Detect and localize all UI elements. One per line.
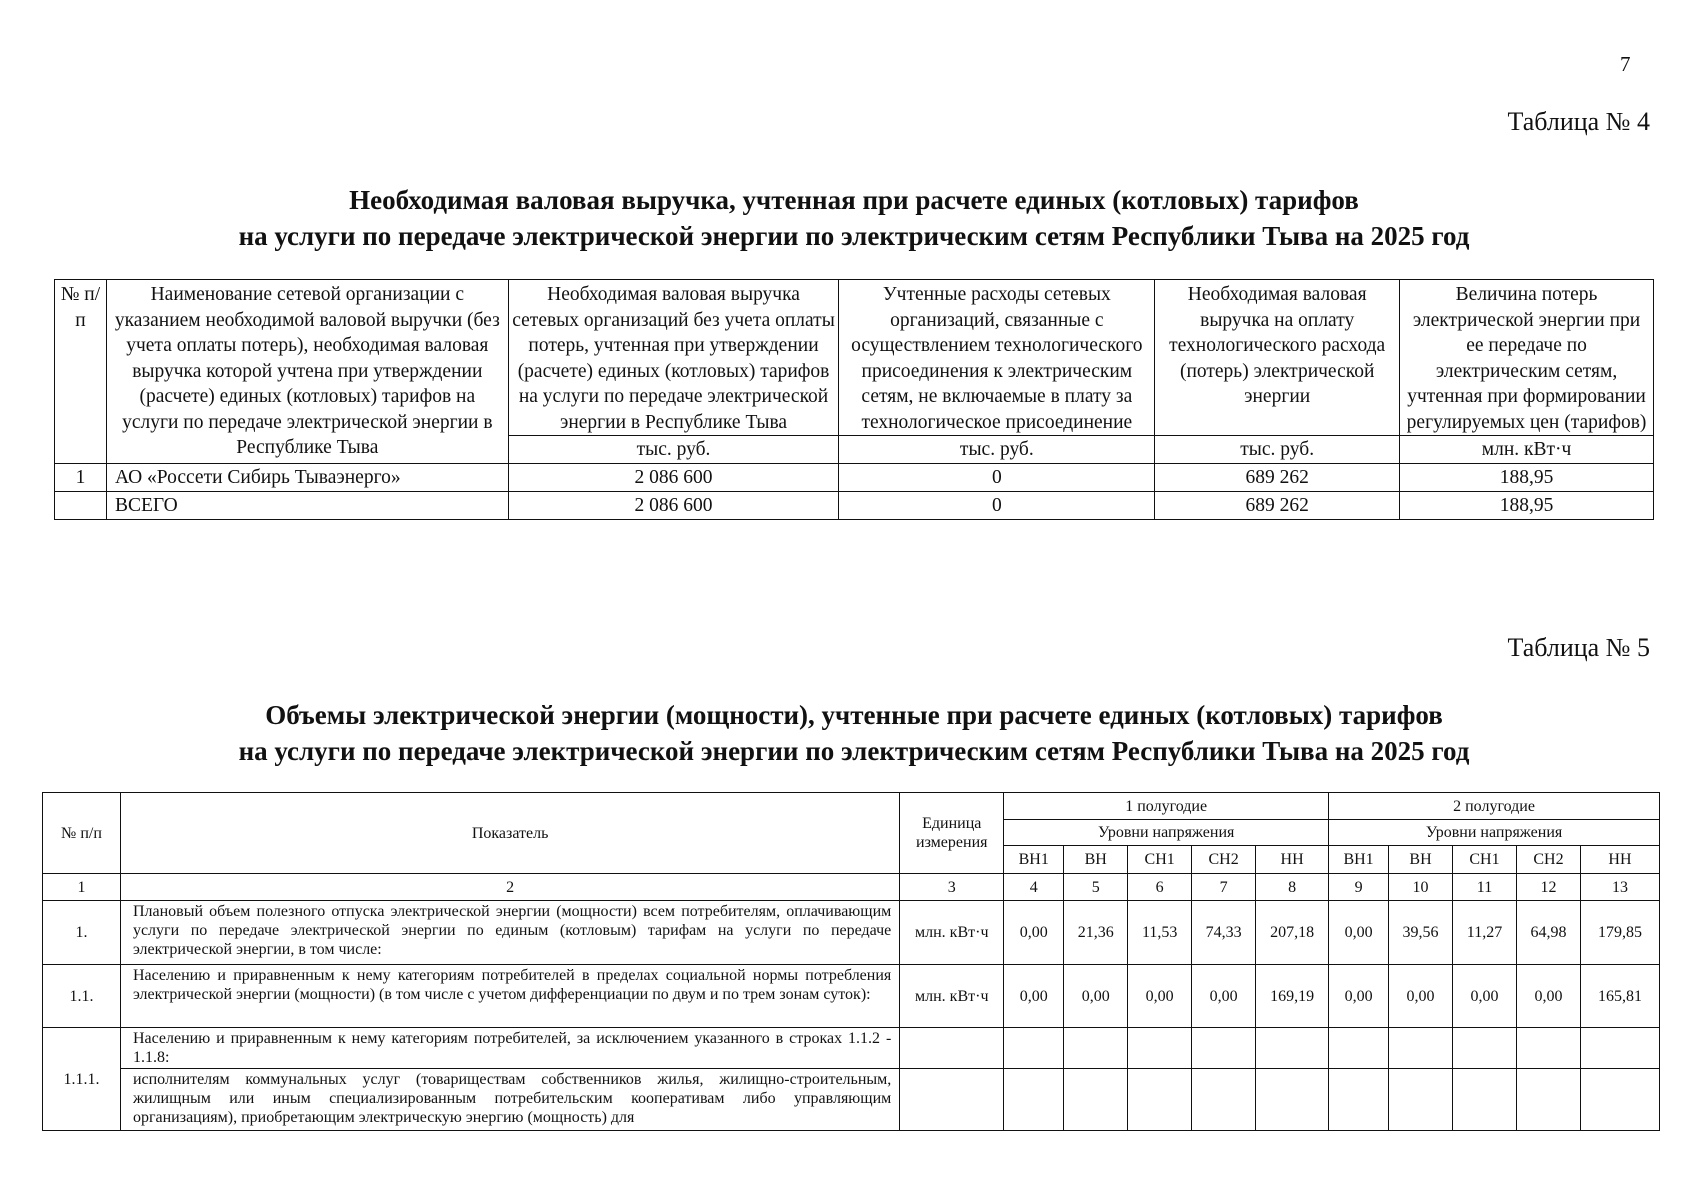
t5-colnum: 6 <box>1128 874 1192 901</box>
t5-value: 0,00 <box>1453 965 1517 1028</box>
t4-cell-losses-payment: 689 262 <box>1155 464 1400 492</box>
t5-header-voltage-levels-2: Уровни напряжения <box>1329 820 1660 846</box>
empty-cell <box>1516 1069 1580 1131</box>
empty-cell <box>900 1028 1004 1069</box>
table5 <box>42 792 1660 1131</box>
empty-cell <box>1128 1069 1192 1131</box>
t5-colnum: 5 <box>1064 874 1128 901</box>
t5-value: 21,36 <box>1064 901 1128 965</box>
t5-value: 165,81 <box>1580 965 1659 1028</box>
table-row <box>55 464 1654 492</box>
t5-value: 0,00 <box>1516 965 1580 1028</box>
table-row <box>43 1028 1660 1069</box>
t4-cell-nvv: 2 086 600 <box>508 492 839 520</box>
t5-header-unit: Единица измерения <box>900 793 1004 874</box>
t4-cell-name: АО «Россети Сибирь Тываэнерго» <box>106 464 508 492</box>
t5-colnum: 13 <box>1580 874 1659 901</box>
t5-level: НН <box>1256 846 1329 874</box>
table-row <box>43 901 1660 965</box>
empty-cell <box>900 1069 1004 1131</box>
t4-header-expenses: Учтенные расходы сетевых организаций, связанные с осуществлением технологического присоединения к электрическим сетям, не включаемые в плату за технологическое присоединение <box>839 280 1155 436</box>
t5-colnum: 2 <box>120 874 899 901</box>
table5-title-line2: на услуги по передаче электрической энергии по электрическим сетям Республики Тыва на 2025 год <box>238 736 1470 766</box>
t5-value: 64,98 <box>1516 901 1580 965</box>
empty-cell <box>1329 1028 1389 1069</box>
t4-unit-expenses: тыс. руб. <box>839 436 1155 464</box>
t4-header-losses-volume: Величина потерь электрической энергии при ее передаче по электрическим сетям, учтенная при формировании регулируемых цен (тарифов) <box>1400 280 1654 436</box>
t5-value: 0,00 <box>1389 965 1453 1028</box>
t4-cell-name: ВСЕГО <box>106 492 508 520</box>
t4-cell-expenses: 0 <box>839 492 1155 520</box>
empty-cell <box>1064 1069 1128 1131</box>
t5-level: НН <box>1580 846 1659 874</box>
empty-cell <box>1256 1069 1329 1131</box>
table5-title <box>0 697 1708 769</box>
t5-colnum: 11 <box>1453 874 1517 901</box>
table4 <box>54 279 1654 520</box>
t5-value: 39,56 <box>1389 901 1453 965</box>
t4-cell-num <box>55 492 107 520</box>
empty-cell <box>1004 1028 1064 1069</box>
t4-cell-num: 1 <box>55 464 107 492</box>
empty-cell <box>1256 1028 1329 1069</box>
t5-level: ВН <box>1064 846 1128 874</box>
t4-cell-nvv: 2 086 600 <box>508 464 839 492</box>
table5-label: Таблица № 5 <box>1507 633 1650 662</box>
t4-cell-losses-volume: 188,95 <box>1400 492 1654 520</box>
t5-header-indicator: Показатель <box>120 793 899 874</box>
t5-level: ВН <box>1389 846 1453 874</box>
empty-cell <box>1389 1028 1453 1069</box>
t5-value: 0,00 <box>1329 901 1389 965</box>
t5-row-text: Плановый объем полезного отпуска электрической энергии (мощности) всем потребителям, оплачивающим услуги по передаче электрической энергии по единым (котловым) тарифам на услуги по передаче электрической энергии, в том числе: <box>120 901 899 965</box>
t5-level: СН2 <box>1192 846 1256 874</box>
t5-value: 207,18 <box>1256 901 1329 965</box>
t5-colnum: 7 <box>1192 874 1256 901</box>
page-number: 7 <box>1620 52 1631 76</box>
table4-title <box>0 182 1708 254</box>
empty-cell <box>1004 1069 1064 1131</box>
t5-colnum: 4 <box>1004 874 1064 901</box>
t5-value: 11,27 <box>1453 901 1517 965</box>
t5-row-num: 1. <box>43 901 121 965</box>
t5-row-unit: млн. кВт·ч <box>900 965 1004 1028</box>
t4-cell-losses-payment: 689 262 <box>1155 492 1400 520</box>
t5-row-num: 1.1. <box>43 965 121 1028</box>
t5-header-half1: 1 полугодие <box>1004 793 1329 820</box>
t5-value: 0,00 <box>1192 965 1256 1028</box>
t5-colnum: 9 <box>1329 874 1389 901</box>
table-row <box>55 492 1654 520</box>
t4-cell-expenses: 0 <box>839 464 1155 492</box>
empty-cell <box>1580 1028 1659 1069</box>
t5-header-num: № п/п <box>43 793 121 874</box>
t5-level: СН1 <box>1128 846 1192 874</box>
t4-header-losses-payment: Необходимая валовая выручка на оплату технологического расхода (потерь) электрической энергии <box>1155 280 1400 436</box>
t5-value: 0,00 <box>1004 901 1064 965</box>
empty-cell <box>1128 1028 1192 1069</box>
table4-title-line1: Необходимая валовая выручка, учтенная при расчете единых (котловых) тарифов <box>349 185 1359 215</box>
t4-cell-losses-volume: 188,95 <box>1400 464 1654 492</box>
empty-cell <box>1453 1028 1517 1069</box>
t5-value: 169,19 <box>1256 965 1329 1028</box>
t5-row-num: 1.1.1. <box>43 1028 121 1131</box>
t5-value: 0,00 <box>1064 965 1128 1028</box>
t5-level: ВН1 <box>1004 846 1064 874</box>
table4-label: Таблица № 4 <box>1507 107 1650 136</box>
t5-value: 179,85 <box>1580 901 1659 965</box>
empty-cell <box>1580 1069 1659 1131</box>
t4-unit-losses-payment: тыс. руб. <box>1155 436 1400 464</box>
t4-unit-nvv: тыс. руб. <box>508 436 839 464</box>
column-numbers-row <box>43 874 1660 901</box>
t5-level: СН1 <box>1453 846 1517 874</box>
t5-value: 11,53 <box>1128 901 1192 965</box>
table4-title-line2: на услуги по передаче электрической энергии по электрическим сетям Республики Тыва на 2025 год <box>238 221 1470 251</box>
empty-cell <box>1192 1028 1256 1069</box>
t5-header-half2: 2 полугодие <box>1329 793 1660 820</box>
t5-colnum: 8 <box>1256 874 1329 901</box>
t5-row-text-continued: исполнителям коммунальных услуг (товариществам собственников жилья, жилищно-строительным, жилищным или иным специализированным потребительским кооперативам либо управляющим организациям), приобретающим электрическую энергию (мощность) для <box>120 1069 899 1131</box>
table5-title-line1: Объемы электрической энергии (мощности), учтенные при расчете единых (котловых) тарифов <box>265 700 1443 730</box>
t5-value: 0,00 <box>1329 965 1389 1028</box>
t5-header-voltage-levels-1: Уровни напряжения <box>1004 820 1329 846</box>
table-row <box>43 1069 1660 1131</box>
t5-level: ВН1 <box>1329 846 1389 874</box>
empty-cell <box>1064 1028 1128 1069</box>
t4-header-name: Наименование сетевой организации с указанием необходимой валовой выручки (без учета оплаты потерь), необходимая валовая выручка которой учтена при утверждении (расчете) единых (котловых) тарифов на услуги по передаче электрической энергии в Республике Тыва <box>106 280 508 464</box>
empty-cell <box>1516 1028 1580 1069</box>
t5-colnum: 3 <box>900 874 1004 901</box>
t4-header-num: № п/п <box>55 280 107 464</box>
empty-cell <box>1329 1069 1389 1131</box>
t4-header-nvv: Необходимая валовая выручка сетевых организаций без учета оплаты потерь, учтенная при утверждении (расчете) единых (котловых) тарифов на услуги по передаче электрической энергии в Республике Тыва <box>508 280 839 436</box>
t5-row-text: Населению и приравненным к нему категориям потребителей в пределах социальной нормы потребления электрической энергии (мощности) (в том числе с учетом дифференциации по двум и по трем зонам суток): <box>120 965 899 1028</box>
t5-row-unit: млн. кВт·ч <box>900 901 1004 965</box>
t5-colnum: 1 <box>43 874 121 901</box>
t5-value: 0,00 <box>1128 965 1192 1028</box>
t5-row-text: Населению и приравненным к нему категориям потребителей, за исключением указанного в строках 1.1.2 - 1.1.8: <box>120 1028 899 1069</box>
empty-cell <box>1192 1069 1256 1131</box>
empty-cell <box>1389 1069 1453 1131</box>
t5-level: СН2 <box>1516 846 1580 874</box>
t5-colnum: 12 <box>1516 874 1580 901</box>
t5-value: 74,33 <box>1192 901 1256 965</box>
t5-value: 0,00 <box>1004 965 1064 1028</box>
empty-cell <box>1453 1069 1517 1131</box>
t5-colnum: 10 <box>1389 874 1453 901</box>
t4-unit-losses-volume: млн. кВт·ч <box>1400 436 1654 464</box>
table-row <box>43 965 1660 1028</box>
